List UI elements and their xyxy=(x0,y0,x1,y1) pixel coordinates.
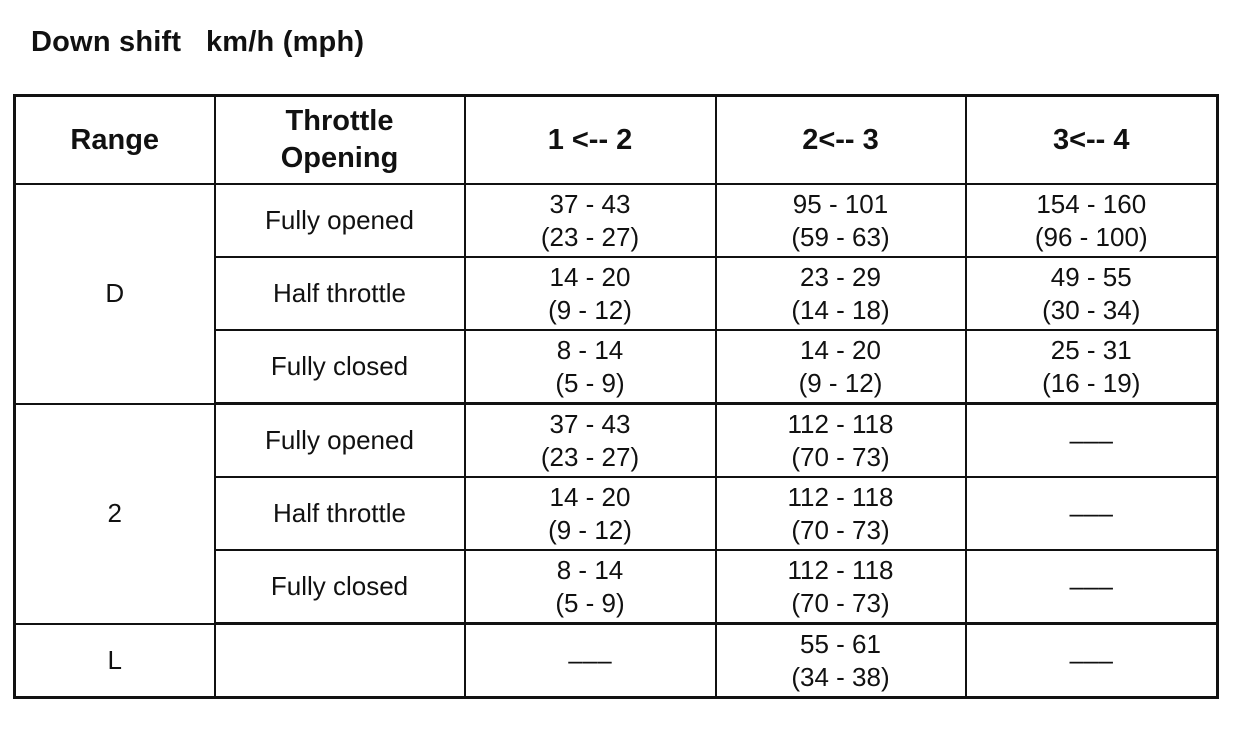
speed-cell-shift-2-to-1 xyxy=(465,330,716,404)
speed-mph: (96 - 100) xyxy=(1034,221,1148,252)
speed-kmh: 55 - 61 xyxy=(800,628,881,659)
table-row xyxy=(15,184,1218,257)
speed-kmh: 8 - 14 xyxy=(556,334,624,365)
header-throttle-line1: Throttle xyxy=(285,105,394,137)
not-applicable-dash: ––– xyxy=(1069,425,1113,455)
speed-mph: (5 - 9) xyxy=(555,367,625,398)
speed-cell-shift-4-to-3 xyxy=(966,184,1218,257)
speed-cell-shift-3-to-2 xyxy=(716,404,966,478)
speed-mph: (70 - 73) xyxy=(791,514,890,545)
speed-mph: (14 - 18) xyxy=(791,294,890,325)
speed-mph: (70 - 73) xyxy=(791,441,890,472)
throttle-cell: Fully opened xyxy=(215,404,465,478)
speed-cell-shift-2-to-1 xyxy=(465,550,716,624)
not-applicable-dash: ––– xyxy=(1069,498,1113,528)
throttle-cell: Half throttle xyxy=(215,257,465,330)
downshift-table xyxy=(13,94,1219,699)
speed-cell-shift-4-to-3 xyxy=(966,330,1218,404)
header-range: Range xyxy=(15,96,215,185)
speed-kmh: 112 - 118 xyxy=(787,481,894,512)
throttle-cell: Half throttle xyxy=(215,477,465,550)
throttle-cell: Fully opened xyxy=(215,184,465,257)
speed-cell-shift-2-to-1 xyxy=(465,184,716,257)
speed-kmh: 14 - 20 xyxy=(549,481,631,512)
speed-kmh: 112 - 118 xyxy=(787,554,894,585)
page-title: Down shift km/h (mph) xyxy=(31,26,365,58)
speed-cell-shift-3-to-2 xyxy=(716,184,966,257)
table-row xyxy=(15,624,1218,698)
speed-kmh: 154 - 160 xyxy=(1036,188,1147,219)
speed-cell-shift-3-to-2 xyxy=(716,330,966,404)
header-row xyxy=(15,96,1218,185)
header-throttle-opening xyxy=(215,96,465,185)
throttle-cell xyxy=(215,624,465,698)
speed-cell-shift-2-to-1 xyxy=(465,624,716,698)
speed-kmh: 49 - 55 xyxy=(1050,261,1132,292)
speed-cell-shift-3-to-2 xyxy=(716,550,966,624)
speed-cell-shift-4-to-3 xyxy=(966,477,1218,550)
speed-cell-shift-3-to-2 xyxy=(716,257,966,330)
speed-cell-shift-3-to-2 xyxy=(716,624,966,698)
speed-cell-shift-2-to-1 xyxy=(465,477,716,550)
range-cell: L xyxy=(15,624,215,698)
speed-kmh: 37 - 43 xyxy=(549,188,631,219)
speed-kmh: 112 - 118 xyxy=(787,408,894,439)
range-cell: D xyxy=(15,184,215,404)
throttle-cell: Fully closed xyxy=(215,550,465,624)
header-throttle-line2: Opening xyxy=(280,142,399,174)
speed-kmh: 14 - 20 xyxy=(549,261,631,292)
table-row xyxy=(15,404,1218,478)
speed-mph: (5 - 9) xyxy=(555,587,625,618)
header-shift-2-to-1: 1 <-- 2 xyxy=(465,96,716,185)
speed-cell-shift-4-to-3 xyxy=(966,624,1218,698)
speed-kmh: 23 - 29 xyxy=(800,261,881,292)
header-shift-4-to-3: 3<-- 4 xyxy=(966,96,1218,185)
speed-kmh: 25 - 31 xyxy=(1050,334,1132,365)
throttle-cell: Fully closed xyxy=(215,330,465,404)
speed-cell-shift-2-to-1 xyxy=(465,404,716,478)
speed-mph: (70 - 73) xyxy=(791,587,890,618)
speed-kmh: 8 - 14 xyxy=(556,554,624,585)
not-applicable-dash: ––– xyxy=(1069,571,1113,601)
speed-cell-shift-4-to-3 xyxy=(966,404,1218,478)
speed-mph: (23 - 27) xyxy=(540,441,640,472)
header-shift-3-to-2: 2<-- 3 xyxy=(716,96,966,185)
not-applicable-dash: ––– xyxy=(568,645,612,675)
speed-mph: (9 - 12) xyxy=(798,367,883,398)
speed-cell-shift-3-to-2 xyxy=(716,477,966,550)
speed-mph: (9 - 12) xyxy=(548,294,632,325)
table-body xyxy=(15,184,1218,698)
speed-kmh: 37 - 43 xyxy=(549,408,631,439)
speed-mph: (34 - 38) xyxy=(791,661,890,692)
speed-cell-shift-4-to-3 xyxy=(966,550,1218,624)
speed-cell-shift-2-to-1 xyxy=(465,257,716,330)
speed-kmh: 95 - 101 xyxy=(792,188,889,219)
speed-mph: (59 - 63) xyxy=(791,221,890,252)
speed-mph: (30 - 34) xyxy=(1042,294,1141,325)
speed-kmh: 14 - 20 xyxy=(800,334,881,365)
speed-cell-shift-4-to-3 xyxy=(966,257,1218,330)
speed-mph: (9 - 12) xyxy=(548,514,632,545)
not-applicable-dash: ––– xyxy=(1069,645,1113,675)
speed-mph: (23 - 27) xyxy=(540,221,640,252)
range-cell: 2 xyxy=(15,404,215,624)
speed-mph: (16 - 19) xyxy=(1042,367,1141,398)
